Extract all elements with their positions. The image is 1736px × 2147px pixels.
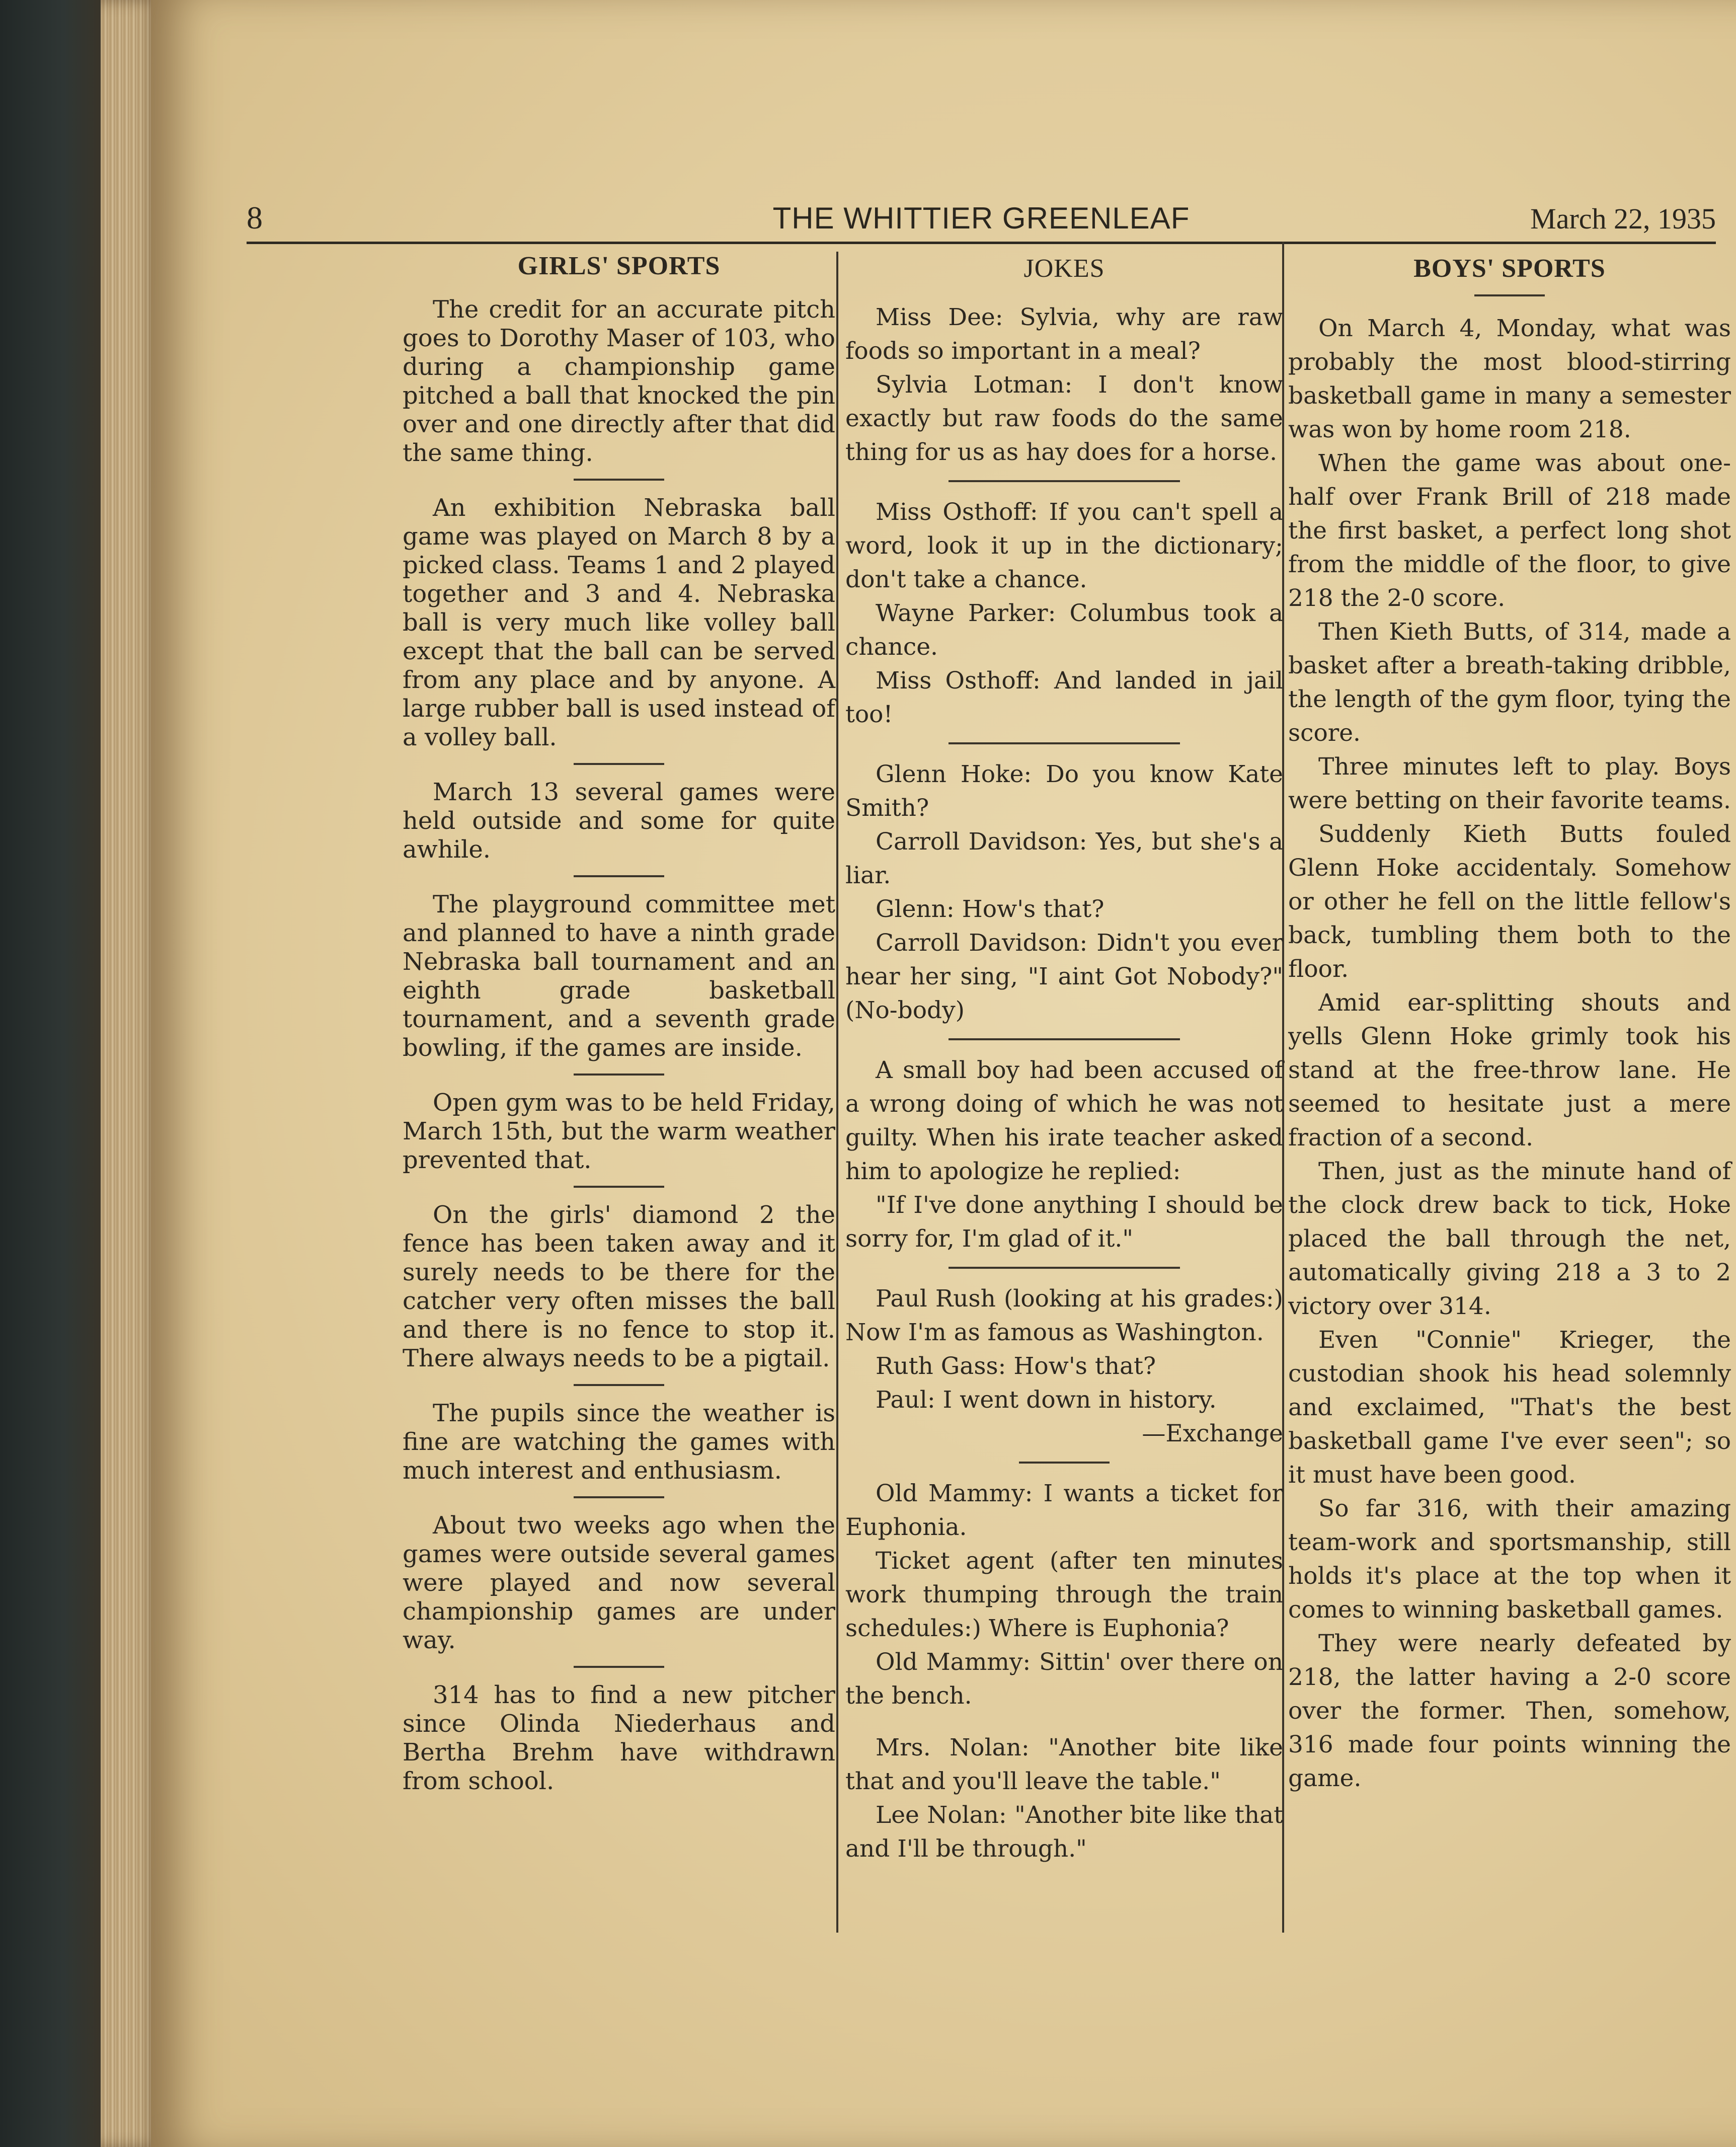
separator (574, 1384, 664, 1386)
separator (1019, 1462, 1110, 1464)
article-paragraph: An exhibition Nebraska ball game was played on March 8 by a picked class. Teams 1 and 2 played together and 3 and 4. Nebraska ball is very much like volley ball except that the ball can be served from any place and by anyone. A large rubber ball is used instead of a volley ball. (403, 494, 835, 751)
jokes-column (845, 252, 1283, 1866)
joke-line: Sylvia Lotman: I don't know exactly but raw foods do the same thing for us as hay does for a horse. (845, 371, 1283, 466)
girls-sports-heading: GIRLS' SPORTS (517, 252, 721, 280)
article-paragraph: Then Kieth Butts, of 314, made a basket after a breath-taking dribble, the length of the gym floor, tying the score. (1288, 618, 1731, 747)
article-paragraph: Then, just as the minute hand of the clock drew back to tick, Hoke placed the ball through the net, automatically giving 218 a 3 to 2 victory over 314. (1288, 1158, 1731, 1320)
separator (949, 480, 1180, 482)
joke-line: Paul Rush (looking at his grades:) Now I'm as famous as Washington. (845, 1285, 1283, 1346)
article-paragraph: When the game was about one-half over Frank Brill of 218 made the first basket, a perfect long shot from the middle of the floor, to give 218 the 2-0 score. (1288, 449, 1731, 612)
joke-line: Miss Osthoff: If you can't spell a word, look it up in the dictionary; don't take a chance. (845, 498, 1283, 593)
separator (949, 742, 1180, 744)
separator (574, 1666, 664, 1668)
masthead (247, 191, 1716, 244)
page-number: 8 (247, 200, 263, 236)
joke-line: Lee Nolan: "Another bite like that and I'll be through." (845, 1801, 1283, 1863)
separator (574, 479, 664, 481)
separator (574, 1186, 664, 1188)
separator (949, 1038, 1180, 1040)
article-paragraph: So far 316, with their amazing team-work and sportsmanship, still holds it's place at the top when it comes to winning basketball games. (1288, 1495, 1731, 1624)
separator (574, 763, 664, 765)
article-paragraph: Even "Connie" Krieger, the custodian shook his head solemnly and exclaimed, "That's the best basketball game I've ever seen"; so it must have been good. (1288, 1326, 1731, 1489)
article-paragraph: About two weeks ago when the games were outside several games were played and now several championship games are under way. (403, 1511, 835, 1654)
joke-line: "If I've done anything I should be sorry for, I'm glad of it." (845, 1191, 1283, 1253)
issue-date: March 22, 1935 (1530, 202, 1716, 235)
joke-line: Old Mammy: I wants a ticket for Euphonia. (845, 1480, 1283, 1541)
article-paragraph: The credit for an accurate pitch goes to Dorothy Maser of 103, who during a championship game pitched a ball that knocked the pin over and one directly after that did the same thing. (403, 295, 835, 467)
article-paragraph: On March 4, Monday, what was probably the most blood-stirring basketball game in many a semester was won by home room 218. (1288, 315, 1731, 443)
joke-credit: —Exchange (1142, 1420, 1283, 1447)
joke-line: Mrs. Nolan: "Another bite like that and you'll leave the table." (845, 1734, 1283, 1795)
separator (949, 1267, 1180, 1269)
heading-rule (1474, 294, 1545, 296)
article-paragraph: 314 has to find a new pitcher since Olinda Niederhaus and Bertha Brehm have withdrawn from school. (403, 1681, 835, 1795)
newspaper-title: THE WHITTIER GREENLEAF (772, 201, 1190, 235)
joke-line: Wayne Parker: Columbus took a chance. (845, 599, 1283, 661)
article-paragraph: March 13 several games were held outside and some for quite awhile. (403, 778, 835, 864)
jokes-heading: JOKES (1023, 254, 1105, 283)
joke-line: Glenn Hoke: Do you know Kate Smith? (845, 760, 1283, 822)
separator (574, 1496, 664, 1498)
separator (574, 1074, 664, 1076)
girls-sports-column (403, 252, 835, 1796)
joke-line: Glenn: How's that? (876, 895, 1104, 923)
article-paragraph: The pupils since the weather is fine are watching the games with much interest and enthusiasm. (403, 1399, 835, 1485)
boys-sports-heading: BOYS' SPORTS (1413, 254, 1606, 283)
article-paragraph: They were nearly defeated by 218, the latter having a 2-0 score over the former. Then, somehow, 316 made four points winning the game. (1288, 1630, 1731, 1792)
joke-line: Old Mammy: Sittin' over there on the bench. (845, 1648, 1283, 1710)
joke-line: Paul: I went down in history. (876, 1386, 1217, 1414)
joke-line: Miss Osthoff: And landed in jail too! (845, 667, 1283, 728)
separator (574, 875, 664, 877)
article-paragraph: The playground committee met and planned to have a ninth grade Nebraska ball tournament and an eighth grade basketball tournament, and a seventh grade bowling, if the games are inside. (403, 890, 835, 1062)
joke-line: Ruth Gass: How's that? (876, 1352, 1156, 1380)
joke-line: Carroll Davidson: Didn't you ever hear her sing, "I aint Got Nobody?" (No-body) (845, 929, 1283, 1024)
joke-line: Ticket agent (after ten minutes work thumping through the train schedules:) Where is Euphonia? (845, 1547, 1283, 1642)
joke-line: Miss Dee: Sylvia, why are raw foods so important in a meal? (845, 303, 1283, 365)
book-binding (0, 0, 106, 2147)
article-paragraph: Suddenly Kieth Butts fouled Glenn Hoke accidentaly. Somehow or other he fell on the little fellow's back, tumbling them both to the floor. (1288, 820, 1731, 983)
article-paragraph: Three minutes left to play. Boys were betting on their favorite teams. (1288, 753, 1731, 814)
column-divider (836, 252, 838, 1933)
article-paragraph: On the girls' diamond 2 the fence has been taken away and it surely needs to be there for the catcher very often misses the ball and there is no fence to stop it. There always needs to be a pigtail. (403, 1201, 835, 1372)
joke-line: A small boy had been accused of a wrong doing of which he was not guilty. When his irate teacher asked him to apologize he replied: (845, 1056, 1283, 1185)
boys-sports-column (1288, 252, 1731, 1795)
spacer (845, 1713, 1283, 1731)
article-paragraph: Amid ear-splitting shouts and yells Glenn Hoke grimly took his stand at the free-throw lane. He seemed to hesitate just a mere fraction of a second. (1288, 989, 1731, 1152)
joke-line: Carroll Davidson: Yes, but she's a liar. (845, 828, 1283, 889)
article-paragraph: Open gym was to be held Friday, March 15th, but the warm weather prevented that. (403, 1089, 835, 1174)
